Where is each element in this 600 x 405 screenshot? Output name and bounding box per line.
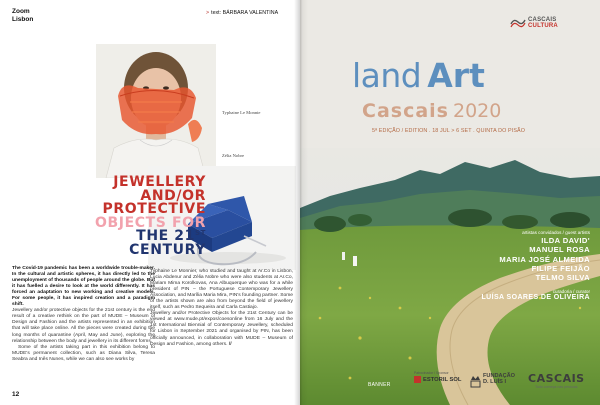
- fundacao-text: FUNDAÇÃO: [483, 373, 516, 379]
- title-line-1: JEWELLERY: [113, 174, 206, 190]
- title-cascais: Cascais: [362, 100, 449, 122]
- cover-subtitle: [362, 100, 501, 122]
- title-line-2: AND/OR: [140, 187, 206, 204]
- cascais-tagline: Todo começa nas pessoas: [535, 385, 578, 389]
- title-line-4: OBJECTS FOR: [95, 214, 206, 231]
- title-art: Art: [427, 56, 485, 95]
- artist-name: MANUEL ROSA: [529, 245, 590, 255]
- sponsor-name: ESTORIL SOL: [423, 376, 462, 383]
- crown-icon: [470, 374, 481, 388]
- article-title: [60, 176, 206, 257]
- author-credit: [206, 10, 278, 16]
- dluis-text: D. LUÍS I: [483, 379, 506, 385]
- title-land: land: [352, 56, 422, 95]
- estoril-mark-icon: [414, 376, 421, 383]
- cascais-logo-text: CASCAIS: [528, 372, 585, 385]
- curator-label: curadoria / curator: [552, 289, 590, 295]
- body-column-right: [150, 269, 293, 348]
- artists-label: artistas convidados / guest artists: [522, 230, 590, 235]
- cascais-wave-icon: [510, 14, 526, 30]
- body-paragraph: Jewellery and/or protective objects for the 21st century is the end result of a creative rethink on the part of MUDE – Museum of Design and Fashion and the artists represented in an exhibition that will take place online. All the pieces were created during the long months of quarantine (April, May and June), exploring the relationship between the body and jewellery in its different forms.: [12, 308, 155, 344]
- brand-line-1: CASCAIS: [528, 17, 557, 23]
- lead-paragraph: The Covid-19 pandemic has been a worldwide trouble-maker. In the cultural and artistic spheres, it has directly led to the unemployment of thousands of people around the globe. But it has fuelled a desire to look at the world differently. It has forced an adaptation to new working and creative models. For some people, it has inspired creation and a paradigm shift.: [12, 266, 155, 308]
- curator-name: LUÍSA SOARES DE OLIVEIRA: [481, 294, 590, 302]
- fundacao-dluis-logo: [483, 373, 515, 385]
- page-number: 12: [12, 391, 20, 398]
- sponsor-label: Patrocinador / Sponsor: [414, 371, 449, 375]
- body-paragraph: Typhaine Le Monnier, who studied and taught at Ar.Co in Lisbon, Lucia Abdenur and Zélia Nobre who were also students at Ar.Co, Mariam Mima Korolkovas, Ana Albuquerque who was for a while president of PIN – the Portuguese Contemporary Jewellery Association, and Marília Maria Mira, PIN's founding partner. Some of the artists shown are also from beyond the field of jewellery itself, such as Pedro Sequeira and Carla Castiajo.: [150, 269, 293, 311]
- title-line-5: [60, 230, 206, 257]
- body-column-left: [12, 266, 155, 363]
- brand-line-2: CULTURA: [528, 23, 558, 29]
- artist-name: ILDA DAVID': [541, 236, 590, 245]
- section-location: Lisbon: [12, 16, 34, 23]
- cover-title: [352, 56, 485, 95]
- title-line-5-main: THE 21: [136, 228, 195, 244]
- arrow-icon: >: [206, 10, 210, 16]
- estoril-sol-logo: [414, 371, 461, 383]
- section-label: Zoom: [12, 8, 30, 15]
- title-line-5-end: CENTURY: [129, 241, 206, 258]
- page-gutter: [294, 0, 308, 405]
- caption-portrait: Typhaine Le Monnie: [222, 110, 261, 115]
- section-header: [12, 8, 33, 24]
- portrait-illustration: [96, 44, 216, 178]
- cascais-cultura-logo: [510, 10, 580, 34]
- brand-text: [528, 17, 558, 29]
- end-mark: //: [228, 341, 232, 347]
- closing-paragraph-text: Jewellery and/or Protective Objects for the 21st Century can be viewed at www.mude.pt/expos/coesonline from 16 July and the 1st International Biennial of Contemporary Jewellery, scheduled for Lisbon in September 2021 and organised by PIN, has been officially announced, in collaboration with MUDE – Museum of Design and Fashion, among others.: [150, 311, 293, 347]
- artist-name: MARIA JOSÉ ALMEIDA: [499, 254, 590, 264]
- title-year: 2020: [452, 100, 502, 122]
- title-line-5-sup: ST: [194, 229, 206, 237]
- artists-block: [470, 230, 590, 301]
- portrait-photo: [96, 44, 216, 178]
- cascais-logo: [528, 372, 585, 389]
- caption-object: Zélia Nobre: [222, 153, 245, 158]
- artist-name: TELMO SILVA: [535, 273, 590, 283]
- title-line-3: PROTECTIVE: [102, 201, 206, 217]
- body-paragraph: [150, 311, 293, 347]
- author-credit-text: text: BÁRBARA VALENTINA: [211, 10, 279, 16]
- image-caption: BANNER: [368, 382, 391, 388]
- artist-name: FILIPE FEIJÃO: [531, 263, 590, 273]
- edition-line: 5ª EDIÇÃO / EDITION . 18 JUL > 6 SET . QUINTA DO PISÃO: [372, 128, 526, 134]
- body-paragraph: Some of the artists taking part in this exhibition belong to MUDE's permanent collection, such as Diana Silva, Teresa Seabra and Inês Nunes, while we can also see works by: [12, 344, 155, 362]
